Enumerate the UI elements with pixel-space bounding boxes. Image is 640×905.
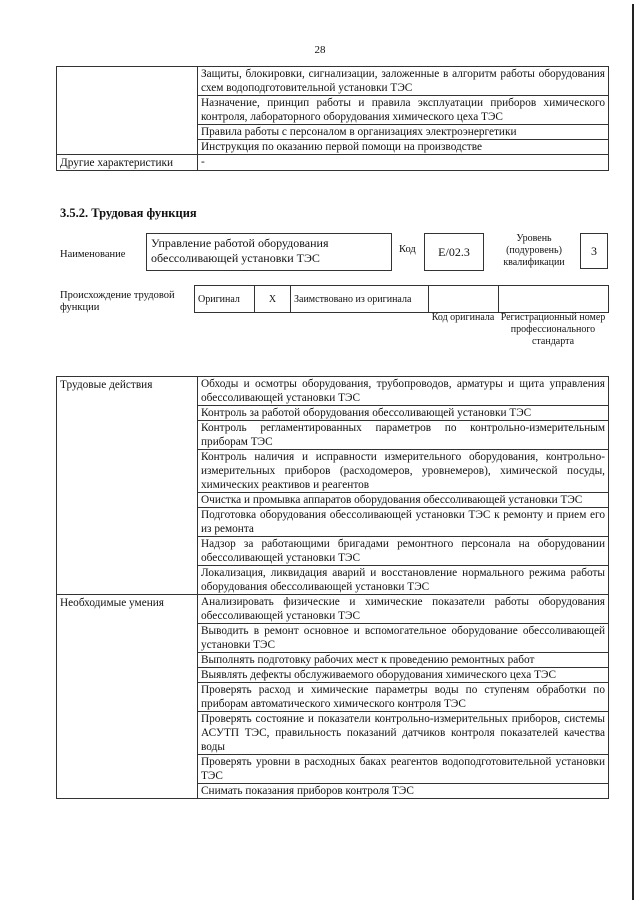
function-name: Управление работой оборудования обессоливающей установки ТЭС bbox=[146, 233, 392, 271]
action-item: Контроль наличия и исправности измерительного оборудования, контрольно-измерительных приборов (расходомеров, уровнемеров), химической посуды, химических реактивов и реагентов bbox=[198, 450, 609, 493]
table-row bbox=[195, 286, 609, 313]
skill-item: Выводить в ремонт основное и вспомогательное оборудование обессоливающей установки ТЭС bbox=[198, 624, 609, 653]
other-characteristics-value: - bbox=[198, 155, 609, 171]
borrowed-label: Заимствовано из оригинала bbox=[291, 286, 429, 313]
original-mark: X bbox=[255, 286, 291, 313]
name-label: Наименование bbox=[60, 249, 126, 260]
skills-label: Необходимые умения bbox=[57, 595, 198, 799]
function-table bbox=[56, 376, 609, 799]
table-row bbox=[57, 67, 609, 96]
original-code-caption: Код оригинала bbox=[431, 312, 495, 323]
action-item: Обходы и осмотры оборудования, трубопроводов, арматуры и щита управления обессоливающей установки ТЭС bbox=[198, 377, 609, 406]
table-row bbox=[57, 377, 609, 406]
function-code: E/02.3 bbox=[424, 233, 484, 271]
action-item: Надзор за работающими бригадами ремонтного персонала на оборудовании обессоливающей установки ТЭС bbox=[198, 537, 609, 566]
knowledge-item: Защиты, блокировки, сигнализации, заложенные в алгоритм работы оборудования схем водоподготовительной установки ТЭС bbox=[198, 67, 609, 96]
knowledge-item: Инструкция по оказанию первой помощи на производстве bbox=[198, 140, 609, 155]
skill-item: Проверять уровни в расходных баках реагентов водоподготовительной установки ТЭС bbox=[198, 755, 609, 784]
actions-label: Трудовые действия bbox=[57, 377, 198, 595]
skill-item: Выявлять дефекты обслуживаемого оборудования химического цеха ТЭС bbox=[198, 668, 609, 683]
original-label: Оригинал bbox=[195, 286, 255, 313]
registration-number-cell bbox=[499, 286, 609, 313]
table-row bbox=[57, 155, 609, 171]
other-characteristics-label: Другие характеристики bbox=[57, 155, 198, 171]
knowledge-label-cell bbox=[57, 67, 198, 155]
skill-item: Анализировать физические и химические показатели работы оборудования обессоливающей установки ТЭС bbox=[198, 595, 609, 624]
skill-item: Проверять состояние и показатели контрольно-измерительных приборов, системы АСУТП ТЭС, правильность показаний датчиков контроля показателей качества воды bbox=[198, 712, 609, 755]
knowledge-item: Правила работы с персоналом в организациях электроэнергетики bbox=[198, 125, 609, 140]
action-item: Локализация, ликвидация аварий и восстановление нормального режима работы оборудования обессоливающей установки ТЭС bbox=[198, 566, 609, 595]
action-item: Подготовка оборудования обессоливающей установки ТЭС к ремонту и прием его из ремонта bbox=[198, 508, 609, 537]
action-item: Контроль регламентированных параметров по контрольно-измерительным приборам ТЭС bbox=[198, 421, 609, 450]
action-item: Очистка и промывка аппаратов оборудования обессоливающей установки ТЭС bbox=[198, 493, 609, 508]
page-number: 28 bbox=[314, 44, 326, 56]
original-code-cell bbox=[429, 286, 499, 313]
knowledge-item: Назначение, принцип работы и правила эксплуатации приборов химического контроля, лабораторного оборудования химического цеха ТЭС bbox=[198, 96, 609, 125]
table-row bbox=[57, 595, 609, 624]
action-item: Контроль за работой оборудования обессоливающей установки ТЭС bbox=[198, 406, 609, 421]
section-heading: 3.5.2. Трудовая функция bbox=[60, 206, 197, 220]
skill-item: Проверять расход и химические параметры воды по ступеням обработки по приборам автоматического химического контроля ТЭС bbox=[198, 683, 609, 712]
skill-item: Снимать показания приборов контроля ТЭС bbox=[198, 784, 609, 799]
code-label: Код bbox=[399, 244, 416, 255]
registration-number-caption: Регистрационный номер профессионального стандарта bbox=[500, 312, 606, 347]
knowledge-table bbox=[56, 66, 609, 171]
origin-table bbox=[194, 285, 609, 313]
level-value: 3 bbox=[580, 233, 608, 269]
skill-item: Выполнять подготовку рабочих мест к проведению ремонтных работ bbox=[198, 653, 609, 668]
level-label: Уровень (подуровень) квалификации bbox=[503, 233, 565, 268]
origin-label: Происхождение трудовой функции bbox=[60, 290, 175, 313]
